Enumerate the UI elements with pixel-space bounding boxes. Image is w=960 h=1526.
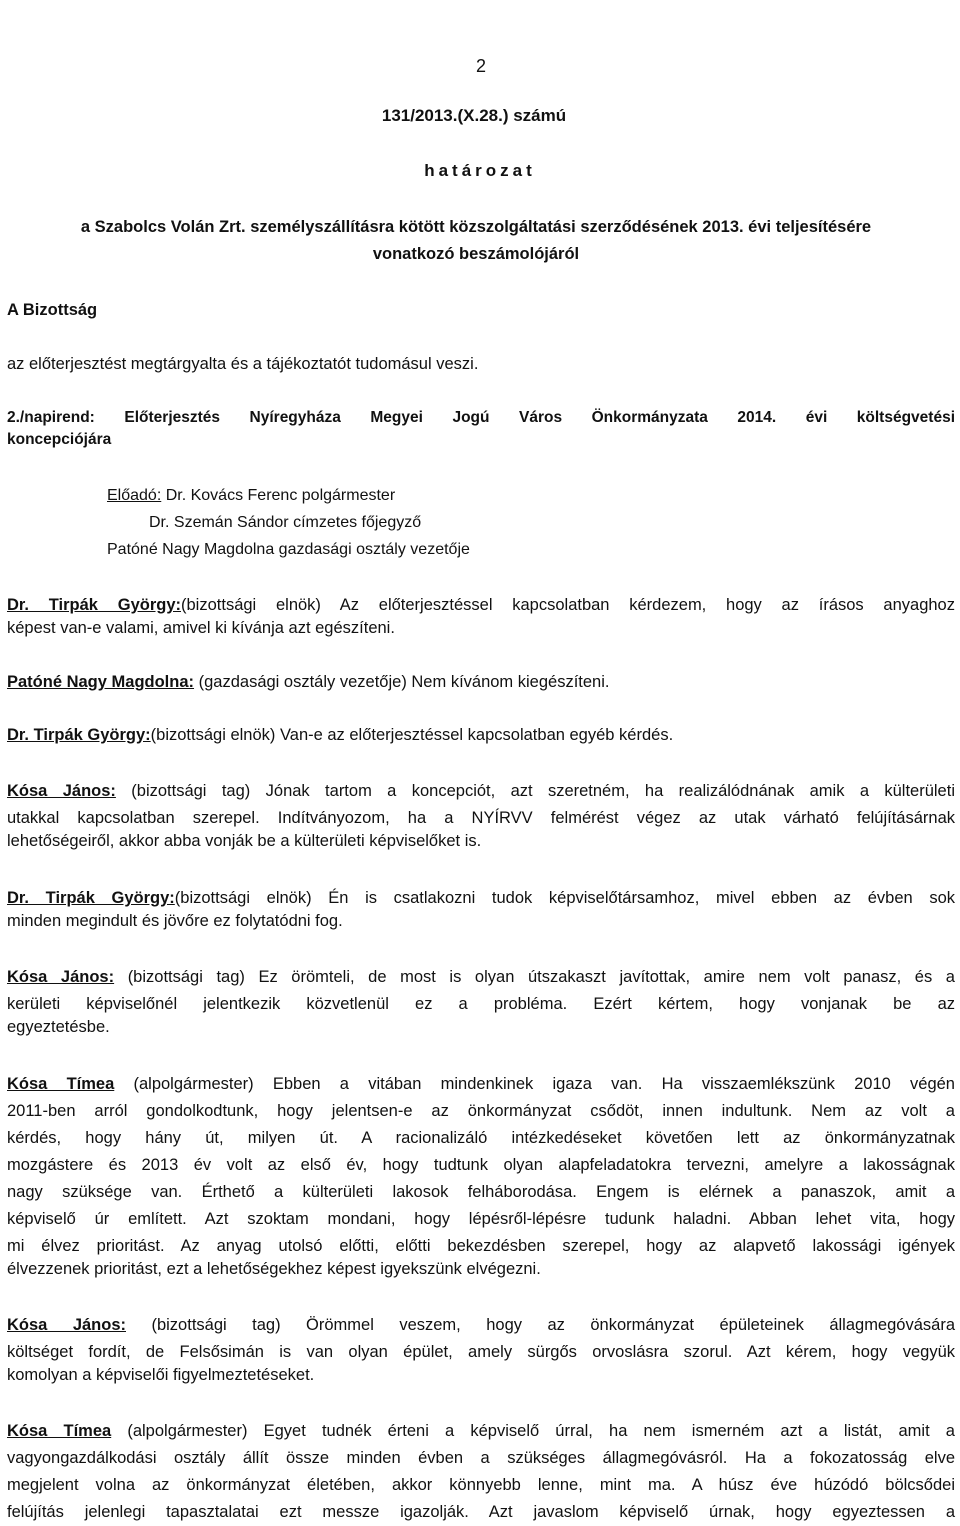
minute-entry xyxy=(7,885,955,912)
page-number: 2 xyxy=(476,56,487,76)
agenda-label: 2./napirend: xyxy=(7,409,95,426)
minute-text: kérdés, hogy hány út, milyen út. A racionalizáló intézkedéseket követően lett az önkormányzatnak xyxy=(7,1129,955,1147)
minute-entry xyxy=(7,592,955,619)
speaker-name: Kósa János: xyxy=(7,782,116,800)
minute-text: költséget fordít, de Felsősimán is van olyan épület, amely sürgős orvoslásra szorul. Azt kérem, hogy vegyük xyxy=(7,1343,955,1361)
presenter-third: Patóné Nagy Magdolna gazdasági osztály vezetője xyxy=(107,541,470,558)
minute-entry xyxy=(7,1312,955,1339)
resolution-number: 131/2013.(X.28.) számú xyxy=(381,106,567,125)
minute-text: nagy szüksége van. Érthető a külterületi lakosok felháborodása. Engem is elérnek a panaszok, amit a xyxy=(7,1183,955,1201)
minute-text: képest van-e valami, amivel ki kívánja azt egészíteni. xyxy=(7,619,395,637)
speaker-name: Dr. Tirpák György: xyxy=(7,596,182,614)
presenter-first: Dr. Kovács Ferenc polgármester xyxy=(165,487,396,504)
speaker-name: Patóné Nagy Magdolna: xyxy=(7,673,195,691)
minute-text: mozgástere és 2013 év volt az első év, hogy tudtunk olyan alapfeladatokra tervezni, amelyre a lakosságnak xyxy=(7,1156,955,1174)
minute-entry xyxy=(7,964,955,991)
speaker-name: Kósa János: xyxy=(7,968,115,986)
agenda-item xyxy=(7,404,955,431)
minute-entry xyxy=(7,673,955,692)
minute-text: (alpolgármester) Ebben a vitában mindenkinek igaza van. Ha visszaemlékszünk 2010 végén xyxy=(114,1075,955,1093)
minute-text: 2011-ben arról gondolkodtunk, hogy jelentsen-e az önkormányzat csődöt, innen indultunk. Nem az volt a xyxy=(7,1102,955,1120)
minute-text: utakkal kapcsolatban szerepel. Indítványozom, ha a NYÍRVV felmérést végez az utak várható felújításárnak xyxy=(7,809,955,827)
speaker-name: Kósa János: xyxy=(7,1316,126,1334)
speaker-name: Kósa Tímea xyxy=(7,1075,115,1093)
minute-text: mi élvez prioritást. Az anyag utolsó előtti, előtti bekezdésben szerepel, hogy az alapvető lakossági igények xyxy=(7,1237,955,1255)
resolution-subject-line-2: vonatkozó beszámolójáról xyxy=(372,245,580,263)
minute-text: kerületi képviselőnél jelentkezik közvetlenül ez a probléma. Ezért kértem, hogy vonjanak be az xyxy=(7,995,955,1013)
resolution-title: határozat xyxy=(424,161,536,180)
presenter-row-1 xyxy=(107,487,395,505)
presenter-label: Előadó: xyxy=(107,487,162,504)
minute-text: képviselő úr említett. Azt szoktam mondani, hogy lépésről-lépésre tudunk haladni. Abban lehet vita, hogy xyxy=(7,1210,955,1228)
committee-decision: az előterjesztést megtárgyalta és a tájékoztatót tudomásul veszi. xyxy=(7,355,479,373)
minute-text: egyeztetésbe. xyxy=(7,1018,110,1036)
minute-text: minden megindult és jövőre ez folytatódni fog. xyxy=(7,912,343,930)
resolution-subject-line-1: a Szabolcs Volán Zrt. személyszállításra kötött közszolgáltatási szerződésének 2013. évi teljesítésére xyxy=(80,218,872,236)
agenda-text-line1: Előterjesztés Nyíregyháza Megyei Jogú Város Önkormányzata 2014. évi költségvetési xyxy=(124,409,955,426)
minute-text: (bizottsági elnök) Van-e az előterjesztéssel kapcsolatban egyéb kérdés. xyxy=(150,726,674,744)
minute-text: (bizottsági elnök) Az előterjesztéssel kapcsolatban kérdezem, hogy az írásos anyaghoz xyxy=(181,596,955,614)
minute-text: felújítás jelenlegi tapasztalatai ezt messze igazolják. Azt javaslom képviselő úrnak, hogy egyeztessen a xyxy=(7,1503,955,1521)
speaker-name: Dr. Tirpák György: xyxy=(7,726,151,744)
minute-text: (bizottsági tag) Ez örömteli, de most is olyan útszakaszt javítottak, amire nem volt panasz, és a xyxy=(114,968,955,986)
presenter-second: Dr. Szemán Sándor címzetes főjegyző xyxy=(149,514,422,531)
minute-entry xyxy=(7,726,955,745)
minute-text: (bizottsági tag) Jónak tartom a koncepciót, azt szeretném, ha realizálódnának amik a külterületi xyxy=(115,782,955,800)
minute-entry xyxy=(7,1418,955,1445)
minute-text: (bizottsági elnök) Én is csatlakozni tudok képviselőtársamhoz, mivel ebben az évben sok xyxy=(174,889,955,907)
speaker-name: Kósa Tímea xyxy=(7,1422,112,1440)
speaker-name: Dr. Tirpák György: xyxy=(7,889,175,907)
committee-label: A Bizottság xyxy=(7,301,98,319)
minute-text: élvezzenek prioritást, ezt a lehetőségekhez képest igyekszünk elvégezni. xyxy=(7,1260,541,1278)
minute-text: komolyan a képviselői figyelmeztetéseket. xyxy=(7,1366,315,1384)
minute-text: (alpolgármester) Egyet tudnék érteni a képviselő úrral, ha nem ismerném azt a listát, amit a xyxy=(111,1422,955,1440)
minute-text: vagyongazdálkodási osztály állít össze minden évben a szükséges állagmegóvásról. Ha a fokozatosság elve xyxy=(7,1449,955,1467)
agenda-text-line2: koncepciójára xyxy=(7,431,112,448)
minute-text: (gazdasági osztály vezetője) Nem kívánom kiegészíteni. xyxy=(194,673,610,691)
minute-text: megjelent volna az önkormányzat életében, akkor könnyebb lenne, mint ma. A húsz éve húzódó bölcsődei xyxy=(7,1476,955,1494)
minute-text: lehetőségeiről, akkor abba vonják be a külterületi képviselőket is. xyxy=(7,832,482,850)
minute-entry xyxy=(7,1071,955,1098)
minute-entry xyxy=(7,778,955,805)
minute-text: (bizottsági tag) Örömmel veszem, hogy az önkormányzat épületeinek állagmegóvására xyxy=(126,1316,955,1334)
